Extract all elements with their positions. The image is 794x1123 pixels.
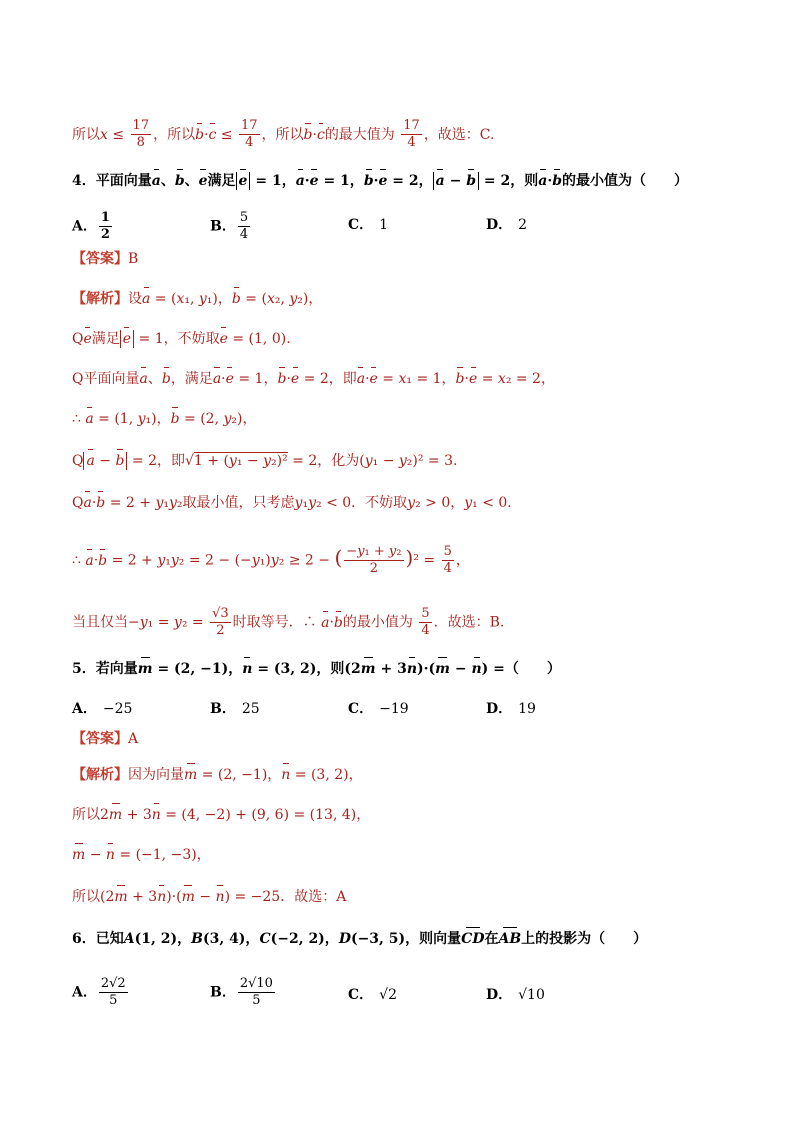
q4-solution-1: 【解析】设a = (x₁, y₁)，b = (x₂, y₂)， <box>72 291 323 307</box>
analysis-label: 【解析】 <box>72 291 128 307</box>
analysis-label: 【解析】 <box>72 767 128 783</box>
question-6: 6．已知A(1, 2)，B(3, 4)，C(−2, 2)，D(−3, 5)，则向量CD在AB上的投影为（ ） <box>72 931 648 947</box>
q4-answer <box>72 250 138 268</box>
q4-solution-5: Q a − b = 2，即√1 + (y₁ − y₂)² = 2，化为(y₁ − y₂)² = 3. <box>72 453 458 469</box>
q5-answer-value: A <box>128 731 139 747</box>
q5-option-a: A． −25 <box>72 701 133 717</box>
q4-answer-value: B <box>128 251 139 267</box>
q6-option-d: D． √10 <box>486 987 545 1003</box>
question-4: 4．平面向量a、b、e满足 e = 1，a·e = 1，b·e = 2， a − b = 2，则a·b的最小值为（ ） <box>72 173 688 189</box>
q5-solution-4: 所以(2m + 3n)·(m − n) = −25．故选：A <box>72 889 347 905</box>
question-5: 5．若向量m = (2, −1)，n = (3, 2)，则(2m + 3n)·(m − n) =（ ） <box>72 661 561 677</box>
q5-solution-2: 所以2m + 3n = (4, −2) + (9, 6) = (13, 4)， <box>72 807 371 823</box>
q4-option-c: C． 1 <box>348 217 389 233</box>
answer-label: 【答案】 <box>72 731 128 747</box>
q5-option-c: C． −19 <box>348 701 409 717</box>
q6-option-c: C． √2 <box>348 987 397 1003</box>
q4-solution-6: Qa·b = 2 + y₁y₂取最小值，只考虑y₁y₂ < 0．不妨取y₂ > 0，y₁ < 0. <box>72 495 512 511</box>
q4-solution-8: 当且仅当−y₁ = y₂ = $\frac{√3}{2}$ 时取等号．∴ a·b的最小值为 $\frac{5}{4}$ ．故选：B. <box>72 606 505 638</box>
q4-solution-3: Q平面向量a、b，满足a·e = 1，b·e = 2，即a·e = x₁ = 1，b·e = x₂ = 2， <box>72 371 555 387</box>
q5-option-d: D． 19 <box>486 701 536 717</box>
q4-option-d: D． 2 <box>486 217 528 233</box>
previous-solution-end <box>72 118 494 151</box>
q5-solution-1: 【解析】因为向量m = (2, −1)，n = (3, 2)， <box>72 767 363 783</box>
prev-solution-text: 所以x ≤ $\frac{17}{8}$ ，所以b·c ≤ $\frac{17}{4}$ ，所以b·c的最大值为 $\frac{17}{4}$ ，故选：C. <box>72 118 495 150</box>
q6-option-b: B． $\frac{2√10}{5}$ <box>210 976 273 1008</box>
q5-solution-3: m − n = (−1, −3)， <box>72 847 211 863</box>
q4-solution-2: Qe满足 e = 1，不妨取e = (1, 0). <box>72 331 291 347</box>
q4-solution-7: ∴ a·b = 2 + y₁y₂ = 2 − (−y₁)y₂ ≥ 2 − ( $\frac{\text{−y₁ + y₂}}{2}$ )² = $\frac{5}{4}$ ， <box>72 544 470 576</box>
q5-option-b: B． 25 <box>210 701 260 717</box>
answer-label: 【答案】 <box>72 251 128 267</box>
q4-solution-4: ∴ a = (1, y₁)，b = (2, y₂)， <box>72 411 257 427</box>
q4-option-b: B． $\frac{5}{4}$ <box>210 210 249 242</box>
q4-option-a: A． $\frac{1}{2}$ <box>72 210 110 242</box>
q6-option-a: A． $\frac{2√2}{5}$ <box>72 976 126 1008</box>
q5-answer <box>72 730 138 748</box>
